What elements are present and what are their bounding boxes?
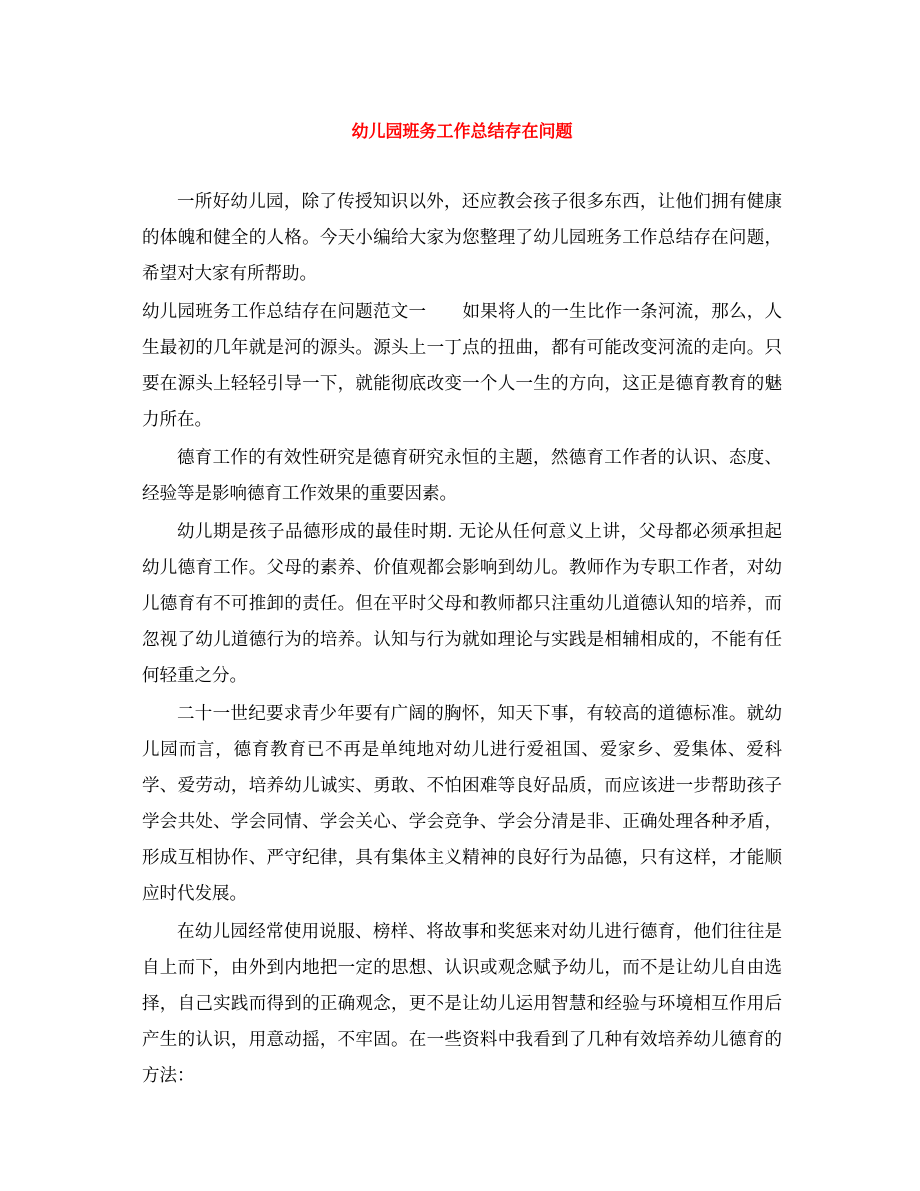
body-paragraph-2: 幼儿期是孩子品德形成的最佳时期. 无论从任何意义上讲，父母都必须承担起幼儿德育工作。父母的素养、价值观都会影响到幼儿。教师作为专职工作者，对幼儿德育有不可推卸的责任。但在平时父母和教师都只注重幼儿道德认知的培养，而忽视了幼儿道德行为的培养。认知与行为就如理论与实践是相辅相成的，不能有任何轻重之分。	[142, 522, 782, 686]
body-paragraph-4: 在幼儿园经常使用说服、榜样、将故事和奖惩来对幼儿进行德育，他们往往是自上而下，由外到内地把一定的思想、认识或观念赋予幼儿，而不是让幼儿自由选择，自己实践而得到的正确观念，更不是让幼儿运用智慧和经验与环境相互作用后产生的认识，用意动摇，不牢固。在一些资料中我看到了几种有效培养幼儿德育的方法：	[142, 922, 782, 1086]
section-heading: 幼儿园班务工作总结存在问题范文一	[142, 302, 427, 322]
document-body	[142, 184, 782, 1096]
body-paragraph-3: 二十一世纪要求青少年要有广阔的胸怀，知天下事，有较高的道德标准。就幼儿园而言，德育教育已不再是单纯地对幼儿进行爱祖国、爱家乡、爱集体、爱科学、爱劳动，培养幼儿诚实、勇敢、不怕困难等良好品质，而应该进一步帮助孩子学会共处、学会同情、学会关心、学会竞争、学会分清是非、正确处理各种矛盾，形成互相协作、严守纪律，具有集体主义精神的良好行为品德，只有这样，才能顺应时代发展。	[142, 704, 782, 904]
intro-paragraph: 一所好幼儿园，除了传授知识以外，还应教会孩子很多东西，让他们拥有健康的体魄和健全的人格。今天小编给大家为您整理了幼儿园班务工作总结存在问题，希望对大家有所帮助。	[142, 192, 782, 284]
section-lead-text: 如果将人的一生比作一条河流，那么，人生最初的几年就是河的源头。源头上一丁点的扭曲，都有可能改变河流的走向。只要在源头上轻轻引导一下，就能彻底改变一个人一生的方向，这正是德育教育的魅力所在。	[142, 302, 782, 430]
section-paragraph	[142, 294, 782, 438]
body-paragraph-1: 德育工作的有效性研究是德育研究永恒的主题，然德育工作者的认识、态度、经验等是影响德育工作效果的重要因素。	[142, 448, 782, 504]
document-title: 幼儿园班务工作总结存在问题	[351, 122, 573, 142]
